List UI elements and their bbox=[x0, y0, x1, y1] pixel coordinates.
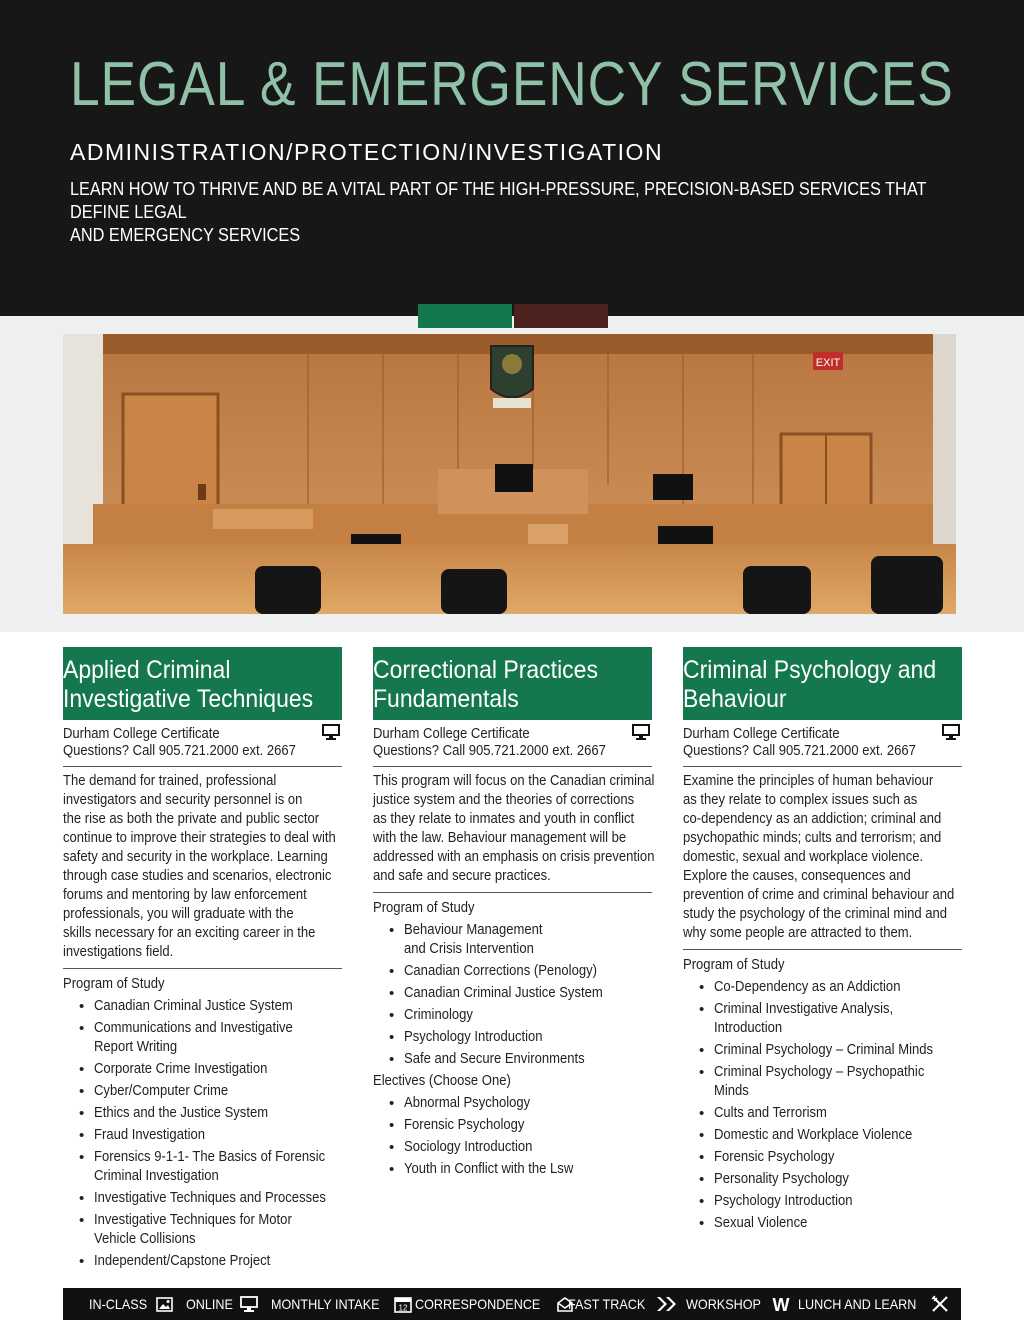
list-item bbox=[683, 1041, 962, 1060]
description-line: investigators and security personnel is on bbox=[63, 792, 303, 808]
program-column bbox=[373, 647, 655, 1182]
section-label: Electives (Choose One) bbox=[373, 1073, 511, 1089]
monitor-icon bbox=[942, 724, 960, 740]
list-item bbox=[63, 1252, 342, 1271]
description-line: co-dependency as an addiction; criminal and bbox=[683, 811, 942, 827]
electives-list bbox=[373, 1094, 652, 1179]
course-text: • Communications and Investigative bbox=[94, 1020, 293, 1036]
description-line: investigations field. bbox=[63, 944, 174, 960]
credential: Durham College Certificate bbox=[63, 726, 220, 742]
description-line: skills necessary for an exciting career in the bbox=[63, 925, 316, 941]
legend-label: MONTHLY INTAKE bbox=[271, 1296, 380, 1312]
course-text: • Criminal Psychology – Criminal Minds bbox=[714, 1042, 934, 1058]
description-line: Examine the principles of human behaviour bbox=[683, 773, 934, 789]
list-item bbox=[683, 1170, 962, 1189]
list-item bbox=[373, 921, 652, 959]
description-line: professionals, you will graduate with the bbox=[63, 906, 294, 922]
description-line: the rise as both the private and public sector bbox=[63, 811, 320, 827]
description-line: with the law. Behaviour management will be bbox=[373, 830, 627, 846]
legend-correspondence bbox=[415, 1288, 574, 1320]
program-title bbox=[63, 647, 342, 720]
course-text: • Canadian Corrections (Penology) bbox=[404, 963, 597, 979]
course-text: • Investigative Techniques for Motor bbox=[94, 1212, 292, 1228]
list-item bbox=[63, 1082, 342, 1101]
exit-sign: EXIT bbox=[815, 357, 841, 369]
course-text: • Safe and Secure Environments bbox=[404, 1051, 585, 1067]
calendar-icon bbox=[394, 1296, 412, 1313]
legend-label: IN-CLASS bbox=[89, 1296, 148, 1312]
monitor-icon bbox=[240, 1296, 258, 1312]
program-of-study bbox=[373, 893, 652, 1179]
intro-line: AND EMERGENCY SERVICES bbox=[70, 224, 301, 245]
delivery-legend bbox=[63, 1288, 961, 1320]
program-description bbox=[63, 767, 342, 969]
section-label: Program of Study bbox=[373, 900, 475, 916]
program-title-line: Investigative Techniques bbox=[63, 685, 314, 713]
course-text: • Behaviour Management bbox=[404, 922, 543, 938]
legend-in-class bbox=[89, 1288, 173, 1320]
course-text: • Co-Dependency as an Addiction bbox=[714, 979, 901, 995]
program-title-line: Applied Criminal bbox=[63, 656, 231, 684]
list-item bbox=[683, 1126, 962, 1145]
contact-phone: Questions? Call 905.721.2000 ext. 2667 bbox=[373, 743, 606, 759]
page-header bbox=[0, 0, 1024, 316]
list-item bbox=[683, 1148, 962, 1167]
program-title-line: Correctional Practices bbox=[373, 656, 598, 684]
course-text: Vehicle Collisions bbox=[94, 1231, 196, 1247]
list-item bbox=[373, 1094, 652, 1113]
legend-fast-track bbox=[568, 1288, 680, 1320]
course-text: • Sexual Violence bbox=[714, 1215, 808, 1231]
list-item bbox=[373, 1050, 652, 1069]
course-text: • Personality Psychology bbox=[714, 1171, 849, 1187]
legend-monthly-intake bbox=[271, 1288, 412, 1320]
course-list bbox=[373, 921, 652, 1069]
list-item bbox=[683, 1104, 962, 1123]
list-item bbox=[683, 1063, 962, 1101]
list-item bbox=[63, 1019, 342, 1057]
legend-label: FAST TRACK bbox=[568, 1296, 646, 1312]
section-label: Program of Study bbox=[63, 976, 165, 992]
program-meta bbox=[373, 720, 652, 767]
course-text: • Canadian Criminal Justice System bbox=[94, 998, 293, 1014]
list-item bbox=[63, 1148, 342, 1186]
legend-online bbox=[186, 1288, 258, 1320]
list-item bbox=[373, 1028, 652, 1047]
section-label: Program of Study bbox=[683, 957, 785, 973]
courtroom-photo bbox=[63, 334, 956, 614]
program-column bbox=[683, 647, 962, 1236]
w-glyph: W bbox=[772, 1295, 790, 1313]
legend-label: ONLINE bbox=[186, 1296, 233, 1312]
list-item bbox=[683, 1214, 962, 1233]
list-item bbox=[63, 1104, 342, 1123]
w-icon bbox=[771, 1295, 791, 1313]
list-item bbox=[373, 984, 652, 1003]
intro-line: LEARN HOW TO THRIVE AND BE A VITAL PART OF THE HIGH-PRESSURE, PRECISION-BASED SERVICES THAT DEFINE LEGAL bbox=[70, 178, 927, 222]
accent-bar-green bbox=[418, 304, 512, 328]
description-line: study the psychology of the criminal mind and bbox=[683, 906, 948, 922]
course-text: • Psychology Introduction bbox=[714, 1193, 853, 1209]
description-line: The demand for trained, professional bbox=[63, 773, 277, 789]
description-line: and safe and secure practices. bbox=[373, 868, 551, 884]
elective-text: • Youth in Conflict with the Lsw bbox=[404, 1161, 574, 1177]
course-text: • Criminal Investigative Analysis, bbox=[714, 1001, 894, 1017]
elective-text: • Sociology Introduction bbox=[404, 1139, 533, 1155]
legend-lunch-and-learn bbox=[798, 1288, 949, 1320]
course-text: • Criminology bbox=[404, 1007, 473, 1023]
course-text: • Fraud Investigation bbox=[94, 1127, 205, 1143]
program-title-line: Behaviour bbox=[683, 685, 787, 713]
course-text: Minds bbox=[714, 1083, 749, 1099]
list-item bbox=[683, 1192, 962, 1211]
program-title bbox=[373, 647, 652, 720]
description-line: forums and mentoring by law enforcement bbox=[63, 887, 307, 903]
list-item bbox=[63, 1189, 342, 1208]
description-line: safety and security in the workplace. Learning bbox=[63, 849, 328, 865]
course-text: • Corporate Crime Investigation bbox=[94, 1061, 268, 1077]
program-title-line: Fundamentals bbox=[373, 685, 519, 713]
monitor-icon bbox=[322, 724, 340, 740]
utensils-icon bbox=[931, 1295, 949, 1313]
calendar-number: 12 bbox=[398, 1303, 408, 1312]
accent-bar-brown bbox=[514, 304, 608, 328]
course-text: • Forensic Psychology bbox=[714, 1149, 835, 1165]
program-title bbox=[683, 647, 962, 720]
course-text: • Cyber/Computer Crime bbox=[94, 1083, 229, 1099]
course-text: • Domestic and Workplace Violence bbox=[714, 1127, 913, 1143]
program-meta bbox=[683, 720, 962, 767]
contact-phone: Questions? Call 905.721.2000 ext. 2667 bbox=[63, 743, 296, 759]
list-item bbox=[63, 1126, 342, 1145]
list-item bbox=[683, 978, 962, 997]
course-text: and Crisis Intervention bbox=[404, 941, 534, 957]
program-meta bbox=[63, 720, 342, 767]
page-title: LEGAL & EMERGENCY SERVICES bbox=[70, 50, 954, 119]
course-text: • Forensics 9-1-1- The Basics of Forensic bbox=[94, 1149, 326, 1165]
course-list bbox=[683, 978, 962, 1233]
courtroom-illustration bbox=[63, 334, 956, 614]
description-line: through case studies and scenarios, electronic bbox=[63, 868, 332, 884]
course-text: • Ethics and the Justice System bbox=[94, 1105, 269, 1121]
fast-forward-icon bbox=[656, 1296, 680, 1312]
description-line: why some people are attracted to them. bbox=[683, 925, 913, 941]
course-text: • Canadian Criminal Justice System bbox=[404, 985, 603, 1001]
course-text: • Cults and Terrorism bbox=[714, 1105, 827, 1121]
description-line: as they relate to inmates and youth in conflict bbox=[373, 811, 635, 827]
description-line: Explore the causes, consequences and bbox=[683, 868, 911, 884]
legend-label: WORKSHOP bbox=[686, 1296, 761, 1312]
course-text: • Independent/Capstone Project bbox=[94, 1253, 271, 1269]
description-line: prevention of crime and criminal behaviour and bbox=[683, 887, 955, 903]
list-item bbox=[373, 1160, 652, 1179]
description-line: psychopathic minds; cults and terrorism; and bbox=[683, 830, 942, 846]
program-column bbox=[63, 647, 342, 1274]
description-line: This program will focus on the Canadian criminal bbox=[373, 773, 655, 789]
program-title-line: Criminal Psychology and bbox=[683, 656, 937, 684]
list-item bbox=[373, 1116, 652, 1135]
legend-label: LUNCH AND LEARN bbox=[798, 1296, 917, 1312]
course-text: • Criminal Psychology – Psychopathic bbox=[714, 1064, 925, 1080]
description-line: continue to improve their strategies to deal with bbox=[63, 830, 336, 846]
elective-text: • Abnormal Psychology bbox=[404, 1095, 531, 1111]
legend-workshop bbox=[686, 1288, 791, 1320]
contact-phone: Questions? Call 905.721.2000 ext. 2667 bbox=[683, 743, 916, 759]
list-item bbox=[683, 1000, 962, 1038]
monitor-icon bbox=[632, 724, 650, 740]
legend-label: CORRESPONDENCE bbox=[415, 1296, 541, 1312]
list-item bbox=[373, 1138, 652, 1157]
course-text: Report Writing bbox=[94, 1039, 178, 1055]
course-text: • Psychology Introduction bbox=[404, 1029, 543, 1045]
description-line: as they relate to complex issues such as bbox=[683, 792, 918, 808]
program-description bbox=[373, 767, 655, 893]
program-of-study bbox=[63, 969, 342, 1271]
list-item bbox=[63, 1211, 342, 1249]
program-of-study bbox=[683, 950, 962, 1233]
description-line: domestic, sexual and workplace violence. bbox=[683, 849, 924, 865]
intro-text bbox=[70, 177, 976, 246]
credential: Durham College Certificate bbox=[373, 726, 530, 742]
list-item bbox=[373, 962, 652, 981]
program-description bbox=[683, 767, 962, 950]
list-item bbox=[63, 1060, 342, 1079]
list-item bbox=[373, 1006, 652, 1025]
description-line: addressed with an emphasis on crisis prevention bbox=[373, 849, 655, 865]
course-text: Criminal Investigation bbox=[94, 1168, 219, 1184]
image-icon bbox=[156, 1297, 173, 1312]
credential: Durham College Certificate bbox=[683, 726, 840, 742]
course-list bbox=[63, 997, 342, 1271]
course-text: • Investigative Techniques and Processes bbox=[94, 1190, 326, 1206]
description-line: justice system and the theories of corrections bbox=[373, 792, 635, 808]
page-subtitle: ADMINISTRATION/PROTECTION/INVESTIGATION bbox=[70, 139, 664, 165]
list-item bbox=[63, 997, 342, 1016]
elective-text: • Forensic Psychology bbox=[404, 1117, 525, 1133]
course-text: Introduction bbox=[714, 1020, 783, 1036]
